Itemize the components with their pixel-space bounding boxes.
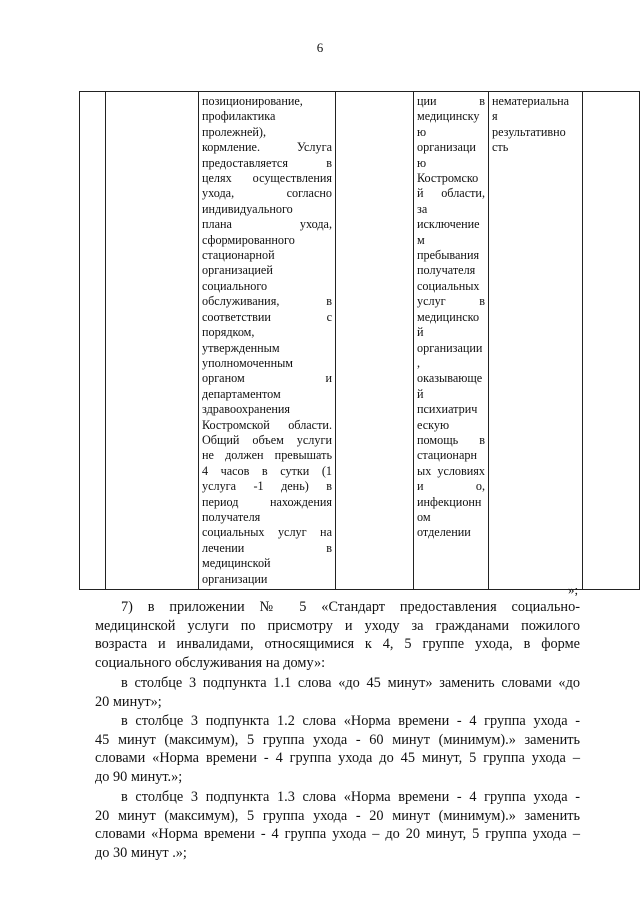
paragraph xyxy=(95,788,580,862)
cell-text-line: ю xyxy=(417,124,427,139)
cell-text-line: здравоохранения xyxy=(202,402,291,417)
cell-text-line: лечении в xyxy=(202,540,332,555)
cell-text-line: социальных услуг на xyxy=(202,525,332,540)
cell-text-line: обслуживания, в xyxy=(202,294,332,309)
cell-text-line: отделении xyxy=(417,525,471,540)
cell-text-line: медицинской xyxy=(202,556,271,571)
cell-text-line: период нахождения xyxy=(202,494,332,509)
cell-text-line: и о, xyxy=(417,479,485,494)
cell-text-line: профилактика xyxy=(202,109,276,124)
cell-text-line: психиатрич xyxy=(417,402,478,417)
cell-text-line: ых условиях xyxy=(417,463,485,478)
table-cell-service-name xyxy=(106,92,199,590)
paragraph-line: в столбце 3 подпункта 1.2 слова «Норма времени - 4 группа ухода - xyxy=(121,713,580,729)
cell-text-line: ухода, согласно xyxy=(202,186,332,201)
paragraph-line: 45 минут (максимум), 5 группа ухода - 60 минут (минимум).» заменить xyxy=(95,731,580,748)
cell-text-line: получателя xyxy=(202,509,261,524)
cell-text-line: инфекционн xyxy=(417,494,482,509)
cell-text-line: органом и xyxy=(202,371,332,386)
standard-table xyxy=(79,91,640,590)
cell-text-line: организации xyxy=(417,340,483,355)
cell-text-line: организации xyxy=(202,571,268,586)
cell-text-line: результативно xyxy=(492,124,566,139)
cell-text-line: пребывания xyxy=(417,248,480,263)
cell-text-line: организаци xyxy=(417,140,476,155)
paragraph-line: до 30 минут .»; xyxy=(95,844,187,861)
cell-text-line: социального xyxy=(202,278,268,293)
paragraph-line: возраста и инвалидами, относящимися к 4, 5 группе ухода, в форме xyxy=(95,636,580,653)
cell-text-line: не должен превышать xyxy=(202,448,332,463)
cell-text-line: , xyxy=(417,355,421,370)
cell-text-line: целях осуществления xyxy=(202,171,332,186)
cell-text-line: соответствии с xyxy=(202,309,332,324)
cell-text-line: утвержденным xyxy=(202,340,280,355)
cell-text-line: ескую xyxy=(417,417,450,432)
cell-text-line: оказывающе xyxy=(417,371,483,386)
cell-text-line: медицинско xyxy=(417,309,480,324)
table-cell-conditions xyxy=(414,92,489,590)
cell-text-line: социальных xyxy=(417,278,480,293)
paragraph-line: в столбце 3 подпункта 1.3 слова «Норма времени - 4 группа ухода - xyxy=(121,789,580,805)
paragraph xyxy=(95,712,580,786)
cell-text-line: позиционирование, xyxy=(202,94,303,108)
paragraph xyxy=(95,598,580,672)
cell-text-line: й xyxy=(417,325,424,340)
closing-quote: »; xyxy=(568,582,579,597)
paragraph-line: 20 минут»; xyxy=(95,693,162,710)
cell-text-line: ю xyxy=(417,155,427,170)
cell-text-line: плана ухода, xyxy=(202,217,332,232)
cell-text-line: организацией xyxy=(202,263,273,278)
cell-text-line: ом xyxy=(417,509,431,524)
cell-text-line: получателя xyxy=(417,263,476,278)
table-cell-result xyxy=(489,92,583,590)
cell-text-line: Костромской области. xyxy=(202,417,332,432)
cell-text-line: Костромско xyxy=(417,171,479,186)
paragraph-line: словами «Норма времени - 4 группа ухода до 45 минут, 5 группа ухода – xyxy=(95,750,580,767)
cell-text-line: предоставляется в xyxy=(202,155,332,170)
paragraph-line: 20 минут (максимум), 5 группа ухода - 20 минут (минимум).» заменить xyxy=(95,807,580,824)
cell-text-line: стационарной xyxy=(202,248,275,263)
table-cell-term xyxy=(336,92,414,590)
paragraph-line: словами «Норма времени - 4 группа ухода – до 20 минут, 5 группа ухода – xyxy=(95,826,580,843)
paragraph-line: медицинской услуги по присмотру и уходу за гражданами пожилого xyxy=(95,617,580,634)
paragraph-line: до 90 минут.»; xyxy=(95,768,183,785)
table-cell-description xyxy=(199,92,336,590)
table-cell-number xyxy=(80,92,106,590)
cell-text-line: кормление. Услуга xyxy=(202,140,332,155)
cell-text-line: медицинску xyxy=(417,109,480,124)
table-row xyxy=(80,92,640,590)
table-cell-extra xyxy=(583,92,640,590)
paragraph-line: социального обслуживания на дому»: xyxy=(95,654,326,671)
paragraph-line: 7) в приложении № 5 «Стандарт предоставления социально- xyxy=(121,599,580,615)
cell-text-line: уполномоченным xyxy=(202,355,293,370)
cell-text-line: помощь в xyxy=(417,432,485,447)
cell-text-line: услуга -1 день) в xyxy=(202,479,332,494)
page-number: 6 xyxy=(316,40,324,55)
cell-text-line: 4 часов в сутки (1 xyxy=(202,463,332,478)
cell-text-line: стационарн xyxy=(417,448,477,463)
cell-text-line: сть xyxy=(492,140,509,155)
cell-text-line: услуг в xyxy=(417,294,485,309)
cell-text-line: ции в xyxy=(417,94,485,108)
cell-text-line: й области, xyxy=(417,186,485,201)
paragraph xyxy=(95,674,580,711)
cell-text-line: я xyxy=(492,109,498,124)
cell-text-line: нематериальна xyxy=(492,94,570,108)
cell-text-line: порядком, xyxy=(202,325,255,340)
cell-text-line: м xyxy=(417,232,425,247)
cell-text-line: й xyxy=(417,386,424,401)
cell-text-line: индивидуального xyxy=(202,201,293,216)
cell-text-line: пролежней), xyxy=(202,124,267,139)
cell-text-line: за xyxy=(417,201,428,216)
paragraph-line: в столбце 3 подпункта 1.1 слова «до 45 минут» заменить словами «до xyxy=(121,675,580,691)
cell-text-line: исключение xyxy=(417,217,480,232)
cell-text-line: Общий объем услуги xyxy=(202,432,332,447)
cell-text-line: сформированного xyxy=(202,232,295,247)
cell-text-line: департаментом xyxy=(202,386,281,401)
